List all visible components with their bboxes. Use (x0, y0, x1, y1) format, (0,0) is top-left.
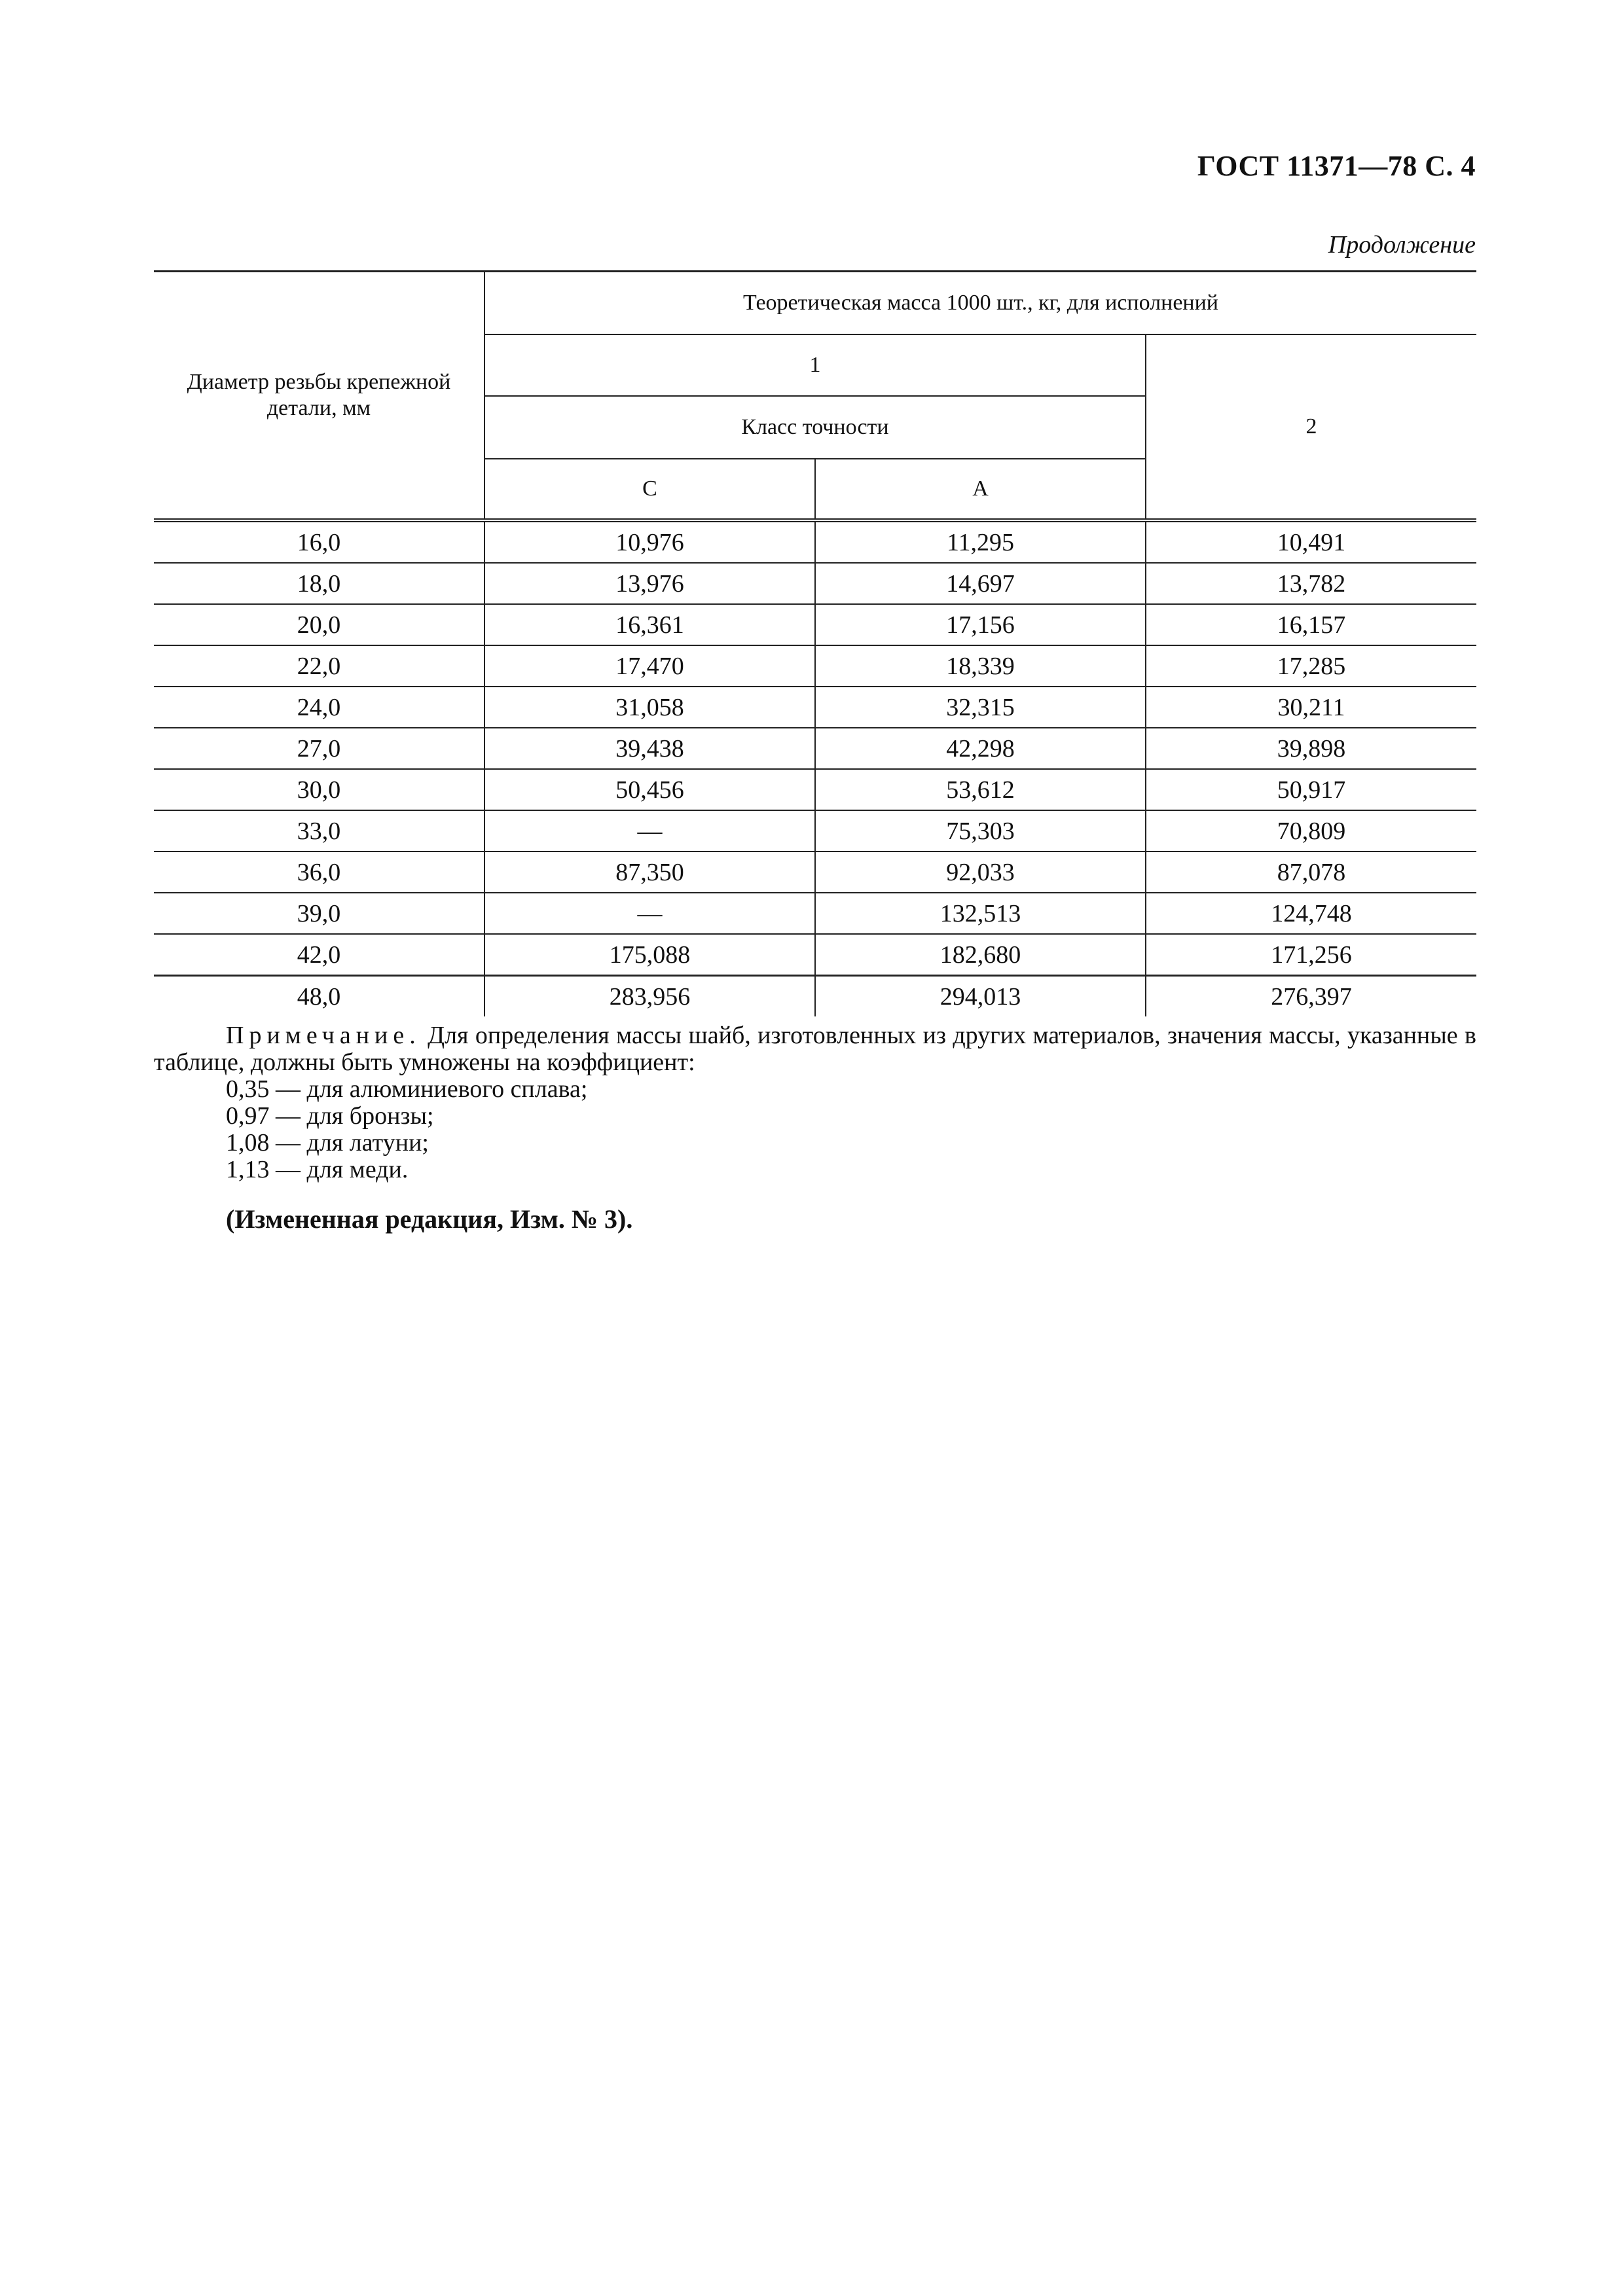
cell-mass-exec-2: 39,898 (1146, 728, 1476, 769)
cell-mass-class-a: 92,033 (815, 852, 1146, 893)
cell-mass-exec-2: 124,748 (1146, 893, 1476, 934)
cell-mass-class-a: 14,697 (815, 563, 1146, 604)
cell-mass-class-a: 294,013 (815, 976, 1146, 1017)
table-row (154, 934, 1476, 976)
table-row (154, 976, 1476, 1017)
cell-mass-exec-2: 10,491 (1146, 520, 1476, 563)
header-execution-2: 2 (1146, 334, 1476, 520)
cell-mass-class-a: 18,339 (815, 645, 1146, 687)
coefficient-item: 0,35 — для алюминиевого сплава; (226, 1075, 588, 1103)
cell-mass-exec-2: 13,782 (1146, 563, 1476, 604)
cell-diameter: 27,0 (154, 728, 484, 769)
cell-mass-class-a: 53,612 (815, 769, 1146, 810)
table-row (154, 645, 1476, 687)
cell-mass-class-a: 11,295 (815, 520, 1146, 563)
cell-mass-class-a: 75,303 (815, 810, 1146, 852)
cell-mass-class-a: 42,298 (815, 728, 1146, 769)
table-row (154, 810, 1476, 852)
cell-mass-class-c: 39,438 (484, 728, 815, 769)
note-label: Примечание. (226, 1022, 421, 1049)
table-row (154, 728, 1476, 769)
mass-table (154, 270, 1476, 1016)
cell-mass-class-c: 50,456 (484, 769, 815, 810)
cell-mass-exec-2: 87,078 (1146, 852, 1476, 893)
cell-mass-class-c: — (484, 810, 815, 852)
table-row (154, 893, 1476, 934)
cell-mass-exec-2: 276,397 (1146, 976, 1476, 1017)
cell-mass-class-a: 182,680 (815, 934, 1146, 976)
cell-diameter: 20,0 (154, 604, 484, 645)
cell-diameter: 22,0 (154, 645, 484, 687)
table-row (154, 604, 1476, 645)
cell-mass-class-c: 13,976 (484, 563, 815, 604)
cell-diameter: 24,0 (154, 687, 484, 728)
header-class-a: А (815, 459, 1146, 520)
amendment-note: (Измененная редакция, Изм. № 3). (226, 1204, 633, 1234)
table-body (154, 520, 1476, 1016)
cell-mass-class-c: 17,470 (484, 645, 815, 687)
note (154, 1022, 1476, 1183)
table-row (154, 563, 1476, 604)
coefficient-item: 1,08 — для латуни; (226, 1129, 429, 1157)
cell-mass-class-a: 17,156 (815, 604, 1146, 645)
cell-mass-class-a: 32,315 (815, 687, 1146, 728)
cell-mass-class-c: 87,350 (484, 852, 815, 893)
coefficient-item: 0,97 — для бронзы; (226, 1102, 434, 1130)
cell-mass-exec-2: 70,809 (1146, 810, 1476, 852)
cell-diameter: 18,0 (154, 563, 484, 604)
header-execution-1: 1 (484, 334, 1146, 396)
cell-mass-class-c: 175,088 (484, 934, 815, 976)
table-row (154, 687, 1476, 728)
page-header: ГОСТ 11371—78 С. 4 (1197, 150, 1476, 182)
header-accuracy-class: Класс точности (484, 396, 1146, 459)
cell-diameter: 36,0 (154, 852, 484, 893)
cell-mass-class-c: — (484, 893, 815, 934)
cell-mass-class-c: 16,361 (484, 604, 815, 645)
cell-mass-class-c: 283,956 (484, 976, 815, 1017)
cell-diameter: 16,0 (154, 520, 484, 563)
header-class-c: С (484, 459, 815, 520)
cell-mass-exec-2: 16,157 (1146, 604, 1476, 645)
header-diameter: Диаметр резьбы крепежной детали, мм (154, 272, 484, 521)
coefficient-list (226, 1076, 1476, 1183)
cell-mass-class-a: 132,513 (815, 893, 1146, 934)
cell-diameter: 30,0 (154, 769, 484, 810)
cell-mass-exec-2: 50,917 (1146, 769, 1476, 810)
cell-diameter: 42,0 (154, 934, 484, 976)
header-mass-group: Теоретическая масса 1000 шт., кг, для исполнений (484, 272, 1476, 335)
note-text: Для определения массы шайб, изготовленных из других материалов, значения массы, указанные в таблице, должны быть умножены на коэффициент: (154, 1022, 1476, 1076)
cell-mass-class-c: 31,058 (484, 687, 815, 728)
cell-diameter: 39,0 (154, 893, 484, 934)
table-row (154, 520, 1476, 563)
cell-diameter: 33,0 (154, 810, 484, 852)
cell-mass-exec-2: 171,256 (1146, 934, 1476, 976)
cell-mass-exec-2: 17,285 (1146, 645, 1476, 687)
cell-mass-exec-2: 30,211 (1146, 687, 1476, 728)
cell-diameter: 48,0 (154, 976, 484, 1017)
table-row (154, 769, 1476, 810)
coefficient-item: 1,13 — для меди. (226, 1156, 409, 1183)
note-paragraph (154, 1022, 1476, 1076)
continuation-label: Продолжение (1328, 231, 1476, 259)
table-row (154, 852, 1476, 893)
cell-mass-class-c: 10,976 (484, 520, 815, 563)
